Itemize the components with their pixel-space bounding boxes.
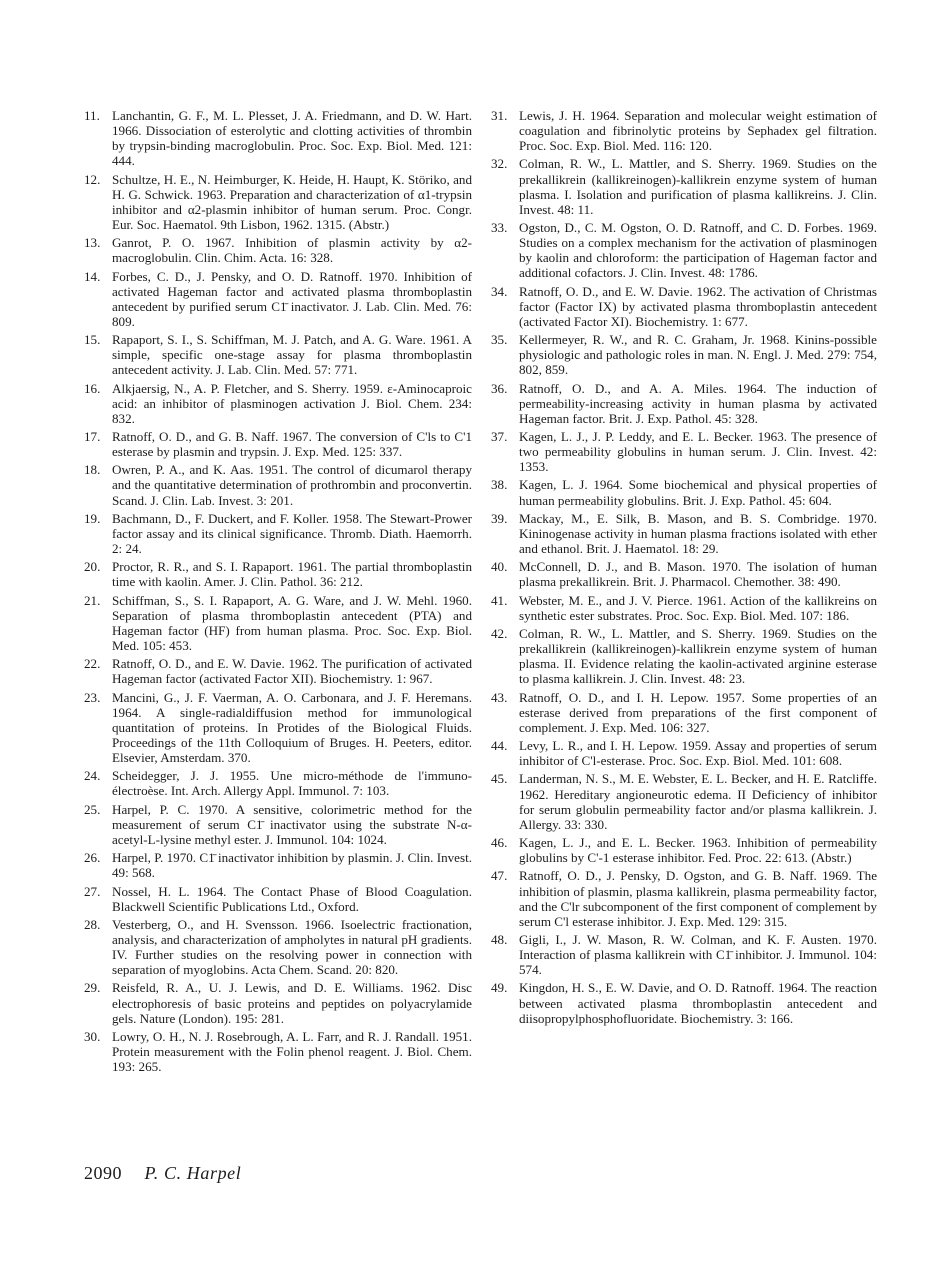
reference-number: 34. [491,283,508,299]
running-author: P. C. Harpel [144,1163,242,1183]
reference-number: 16. [84,380,101,396]
reference-text: Levy, L. R., and I. H. Lepow. 1959. Assay and properties of serum inhibitor of C'l-esterase. Proc. Soc. Exp. Biol. Med. 101: 608. [519,738,877,769]
reference-entry [84,381,472,426]
reference-text: Ganrot, P. O. 1967. Inhibition of plasmin activity by α2-macroglobulin. Clin. Chim. Acta. 16: 328. [112,235,472,266]
reference-entry [491,771,877,831]
reference-text: Lanchantin, G. F., M. L. Plesset, J. A. Friedmann, and D. W. Hart. 1966. Dissociation of esterolytic and clotting activities of thrombin by trypsin-binding macroglobulin. Proc. Soc. Exp. Biol. Med. 121: 444. [112,108,472,169]
reference-number: 20. [84,559,101,575]
reference-number: 39. [491,510,508,526]
reference-text: Kellermeyer, R. W., and R. C. Graham, Jr. 1968. Kinins-possible physiologic and pathologic roles in man. N. Engl. J. Med. 279: 754, 802, 859. [519,332,877,378]
reference-entry [84,802,472,847]
reference-text: Nossel, H. L. 1964. The Contact Phase of Blood Coagulation. Blackwell Scientific Publications Ltd., Oxford. [112,883,472,914]
reference-number: 49. [491,980,508,996]
reference-text: Kagen, L. J. 1964. Some biochemical and physical properties of human permeability globulins. Brit. J. Exp. Pathol. 45: 604. [519,477,877,508]
reference-number: 42. [491,626,508,642]
reference-entry [84,656,472,686]
reference-entry [491,477,877,507]
reference-number: 23. [84,689,101,705]
reference-text: McConnell, D. J., and B. Mason. 1970. The isolation of human plasma prekallikrein. Brit. J. Pharmacol. Chemother. 38: 490. [519,559,877,590]
reference-entry [491,332,877,377]
reference-text: Forbes, C. D., J. Pensky, and O. D. Ratnoff. 1970. Inhibition of activated Hageman factor and activated plasma thromboplastin antecedent by purified serum C1̄ inactivator. J. Lab. Clin. Med. 76: 809. [112,268,472,329]
reference-number: 29. [84,980,101,996]
reference-number: 40. [491,559,508,575]
reference-text: Alkjaersig, N., A. P. Fletcher, and S. Sherry. 1959. ε-Aminocaproic acid: an inhibitor of plasminogen activation J. Biol. Chem. 234: 832. [112,380,472,426]
reference-entry [84,850,472,880]
reference-text: Vesterberg, O., and H. Svensson. 1966. Isoelectric fractionation, analysis, and characterization of ampholytes in natural pH gradients. IV. Further studies on the resolving power in connection with separation of myoglobins. Acta Chem. Scand. 20: 820. [112,916,472,978]
reference-number: 12. [84,171,101,187]
reference-text: Mackay, M., E. Silk, B. Mason, and B. S. Combridge. 1970. Kininogenase activity in human plasma fractions isolated with ether and ethanol. Brit. J. Haematol. 18: 29. [519,510,877,557]
reference-number: 33. [491,220,508,236]
reference-entry [491,156,877,216]
reference-number: 28. [84,916,101,932]
reference-text: Webster, M. E., and J. V. Pierce. 1961. Action of the kallikreins on synthetic ester substrates. Proc. Soc. Exp. Biol. Med. 107: 186. [519,592,877,623]
reference-number: 41. [491,592,508,608]
reference-number: 17. [84,429,101,444]
reference-entry [491,868,877,928]
reference-entry [84,462,472,507]
reference-number: 27. [84,883,101,899]
reference-entry [491,220,877,280]
reference-text: Rapaport, S. I., S. Schiffman, M. J. Patch, and A. G. Ware. 1961. A simple, specific one-stage assay for plasma thromboplastin antecedent activity. J. Lab. Clin. Med. 57: 771. [112,332,472,378]
reference-text: Ratnoff, O. D., and A. A. Miles. 1964. The induction of permeability-increasing activity in human plasma by activated Hageman factor. Brit. J. Exp. Pathol. 45: 328. [519,380,877,426]
reference-number: 35. [491,332,508,348]
reference-number: 11. [84,108,100,123]
reference-text: Kagen, L. J., J. P. Leddy, and E. L. Becker. 1963. The presence of two permeability globulins in human serum. J. Clin. Invest. 42: 1353. [519,429,877,475]
reference-text: Mancini, G., J. F. Vaerman, A. O. Carbonara, and J. F. Heremans. 1964. A single-radialdiffusion method for immunological quantitation of proteins. In Protides of the Biological Fluids. Proceedings of the 11th Colloquium of Bruges. H. Peeters, editor. Elsevier, Amsterdam. 370. [112,689,472,765]
reference-entry [84,235,472,265]
reference-number: 48. [491,931,508,947]
reference-entry [491,429,877,474]
reference-number: 44. [491,738,508,754]
reference-text: Harpel, P. C. 1970. A sensitive, colorimetric method for the measurement of serum C1̄ inactivator using the substrate N-α-acetyl-L-lysine methyl ester. J. Immunol. 104: 1024. [112,801,472,847]
reference-number: 24. [84,768,101,784]
reference-entry [84,980,472,1025]
references-left-column [84,108,472,1077]
reference-text: Harpel, P. 1970. C1̄ inactivator inhibition by plasmin. J. Clin. Invest. 49: 568. [112,850,472,881]
reference-text: Ratnoff, O. D., and G. B. Naff. 1967. The conversion of C'ls to C'1 esterase by plasmin and trypsin. J. Exp. Med. 125: 337. [112,429,472,460]
reference-entry [84,593,472,653]
reference-number: 18. [84,462,101,478]
reference-number: 36. [491,380,508,396]
reference-entry [491,690,877,735]
reference-entry [84,917,472,977]
reference-entry [491,381,877,426]
reference-entry [84,768,472,798]
reference-entry [491,932,877,977]
reference-number: 15. [84,332,101,348]
reference-text: Owren, P. A., and K. Aas. 1951. The control of dicumarol therapy and the quantitative determination of prothrombin and proconvertin. Scand. J. Clin. Lab. Invest. 3: 201. [112,462,472,508]
reference-number: 47. [491,868,508,884]
reference-entry [84,559,472,589]
reference-text: Proctor, R. R., and S. I. Rapaport. 1961. The partial thromboplastin time with kaolin. Amer. J. Clin. Pathol. 36: 212. [112,559,472,590]
reference-entry [491,511,877,556]
reference-text: Ratnoff, O. D., and E. W. Davie. 1962. The activation of Christmas factor (Factor IX) by activated plasma thromboplastin antecedent (activated Factor XI). Biochemistry. 1: 677. [519,283,877,329]
reference-entry [84,108,472,168]
reference-entry [491,559,877,589]
reference-text: Scheidegger, J. J. 1955. Une micro-méthode de l'immuno-électroèse. Int. Arch. Allergy Appl. Immunol. 7: 103. [112,768,472,799]
reference-entry [84,269,472,329]
reference-number: 32. [491,156,508,172]
reference-number: 22. [84,656,101,672]
reference-text: Ratnoff, O. D., and E. W. Davie. 1962. The purification of activated Hageman factor (activated Factor XII). Biochemistry. 1: 967. [112,656,472,687]
reference-number: 25. [84,801,101,817]
reference-text: Schiffman, S., S. I. Rapaport, A. G. Ware, and J. W. Mehl. 1960. Separation of plasma thromboplastin antecedent (PTA) and Hageman factor (HF) from human plasma. Proc. Soc. Exp. Biol. Med. 105: 453. [112,592,472,653]
reference-entry [491,738,877,768]
reference-text: Lewis, J. H. 1964. Separation and molecular weight estimation of coagulation and fibrinolytic proteins by Sephadex gel filtration. Proc. Soc. Exp. Biol. Med. 116: 120. [519,108,877,154]
page-footer [84,1163,241,1184]
reference-number: 43. [491,689,508,705]
reference-number: 13. [84,235,101,251]
reference-number: 30. [84,1028,101,1044]
reference-text: Ogston, D., C. M. Ogston, O. D. Ratnoff, and C. D. Forbes. 1969. Studies on a complex mechanism for the activation of plasminogen by kaolin and chloroform: the participation of Hageman factor and additional cofactors. J. Clin. Invest. 48: 1786. [519,220,877,281]
reference-text: Colman, R. W., L. Mattler, and S. Sherry. 1969. Studies on the prekallikrein (kallikreinogen)-kallikrein enzyme system of human plasma. II. Evidence relating the kaolin-activated arginine esterase to plasma kallikrein. J. Clin. Invest. 48: 23. [519,626,877,687]
reference-entry [491,593,877,623]
reference-text: Kingdon, H. S., E. W. Davie, and O. D. Ratnoff. 1964. The reaction between activated plasma thromboplastin antecedent and diisopropylphosphofluoridate. Biochemistry. 3: 166. [519,980,877,1026]
reference-entry [491,284,877,329]
reference-entry [491,835,877,865]
page-number: 2090 [84,1163,122,1183]
reference-entry [84,172,472,232]
reference-text: Ratnoff, O. D., J. Pensky, D. Ogston, and G. B. Naff. 1969. The inhibition of plasmin, plasma kallikrein, plasma permeability factor, and the C'lr subcomponent of the first component of complement by serum C'l esterase inhibitor. J. Exp. Med. 129: 315. [519,868,877,929]
reference-text: Lowry, O. H., N. J. Rosebrough, A. L. Farr, and R. J. Randall. 1951. Protein measurement with the Folin phenol reagent. J. Biol. Chem. 193: 265. [112,1028,472,1075]
reference-number: 45. [491,771,508,787]
reference-number: 46. [491,835,508,851]
reference-text: Reisfeld, R. A., U. J. Lewis, and D. E. Williams. 1962. Disc electrophoresis of basic proteins and peptides on polyacrylamide gels. Nature (London). 195: 281. [112,980,472,1026]
reference-entry [84,332,472,377]
reference-number: 26. [84,850,101,866]
reference-text: Schultze, H. E., N. Heimburger, K. Heide, H. Haupt, K. Störiko, and H. G. Schwick. 1963. Preparation and characterization of α1-trypsin inhibitor and α2-plasmin inhibitor of human serum. Proc. Congr. Eur. Soc. Haematol. 9th Lisbon, 1962. 1315. (Abstr.) [112,171,472,232]
reference-text: Gigli, I., J. W. Mason, R. W. Colman, and K. F. Austen. 1970. Interaction of plasma kallikrein with C1̄ inhibitor. J. Immunol. 104: 574. [519,931,877,978]
reference-entry [84,511,472,556]
reference-text: Landerman, N. S., M. E. Webster, E. L. Becker, and H. E. Ratcliffe. 1962. Hereditary angioneurotic edema. II Deficiency of inhibitor for serum globulin permeability factor and/or plasma kallikrein. J. Allergy. 33: 330. [519,771,877,832]
reference-entry [491,980,877,1025]
reference-number: 14. [84,268,101,284]
reference-number: 21. [84,592,101,608]
reference-text: Bachmann, D., F. Duckert, and F. Koller. 1958. The Stewart-Prower factor assay and its clinical significance. Thromb. Diath. Haemorrh. 2: 24. [112,510,472,557]
reference-text: Ratnoff, O. D., and I. H. Lepow. 1957. Some properties of an esterase derived from preparations of the first component of complement. J. Exp. Med. 106: 327. [519,689,877,735]
references-right-column [491,108,877,1029]
reference-entry [491,108,877,153]
reference-text: Kagen, L. J., and E. L. Becker. 1963. Inhibition of permeability globulins by C'-1 esterase inhibitor. Fed. Proc. 22: 613. (Abstr.) [519,835,877,866]
reference-entry [491,626,877,686]
reference-entry [84,884,472,914]
reference-entry [84,429,472,459]
reference-text: Colman, R. W., L. Mattler, and S. Sherry. 1969. Studies on the prekallikrein (kallikreinogen)-kallikrein enzyme system of human plasma. I. Isolation and purification of plasma kallikreins. J. Clin. Invest. 48: 11. [519,156,877,217]
reference-number: 19. [84,510,101,526]
reference-number: 38. [491,477,508,493]
reference-entry [84,690,472,765]
reference-number: 31. [491,108,508,123]
reference-number: 37. [491,429,508,444]
reference-entry [84,1029,472,1074]
